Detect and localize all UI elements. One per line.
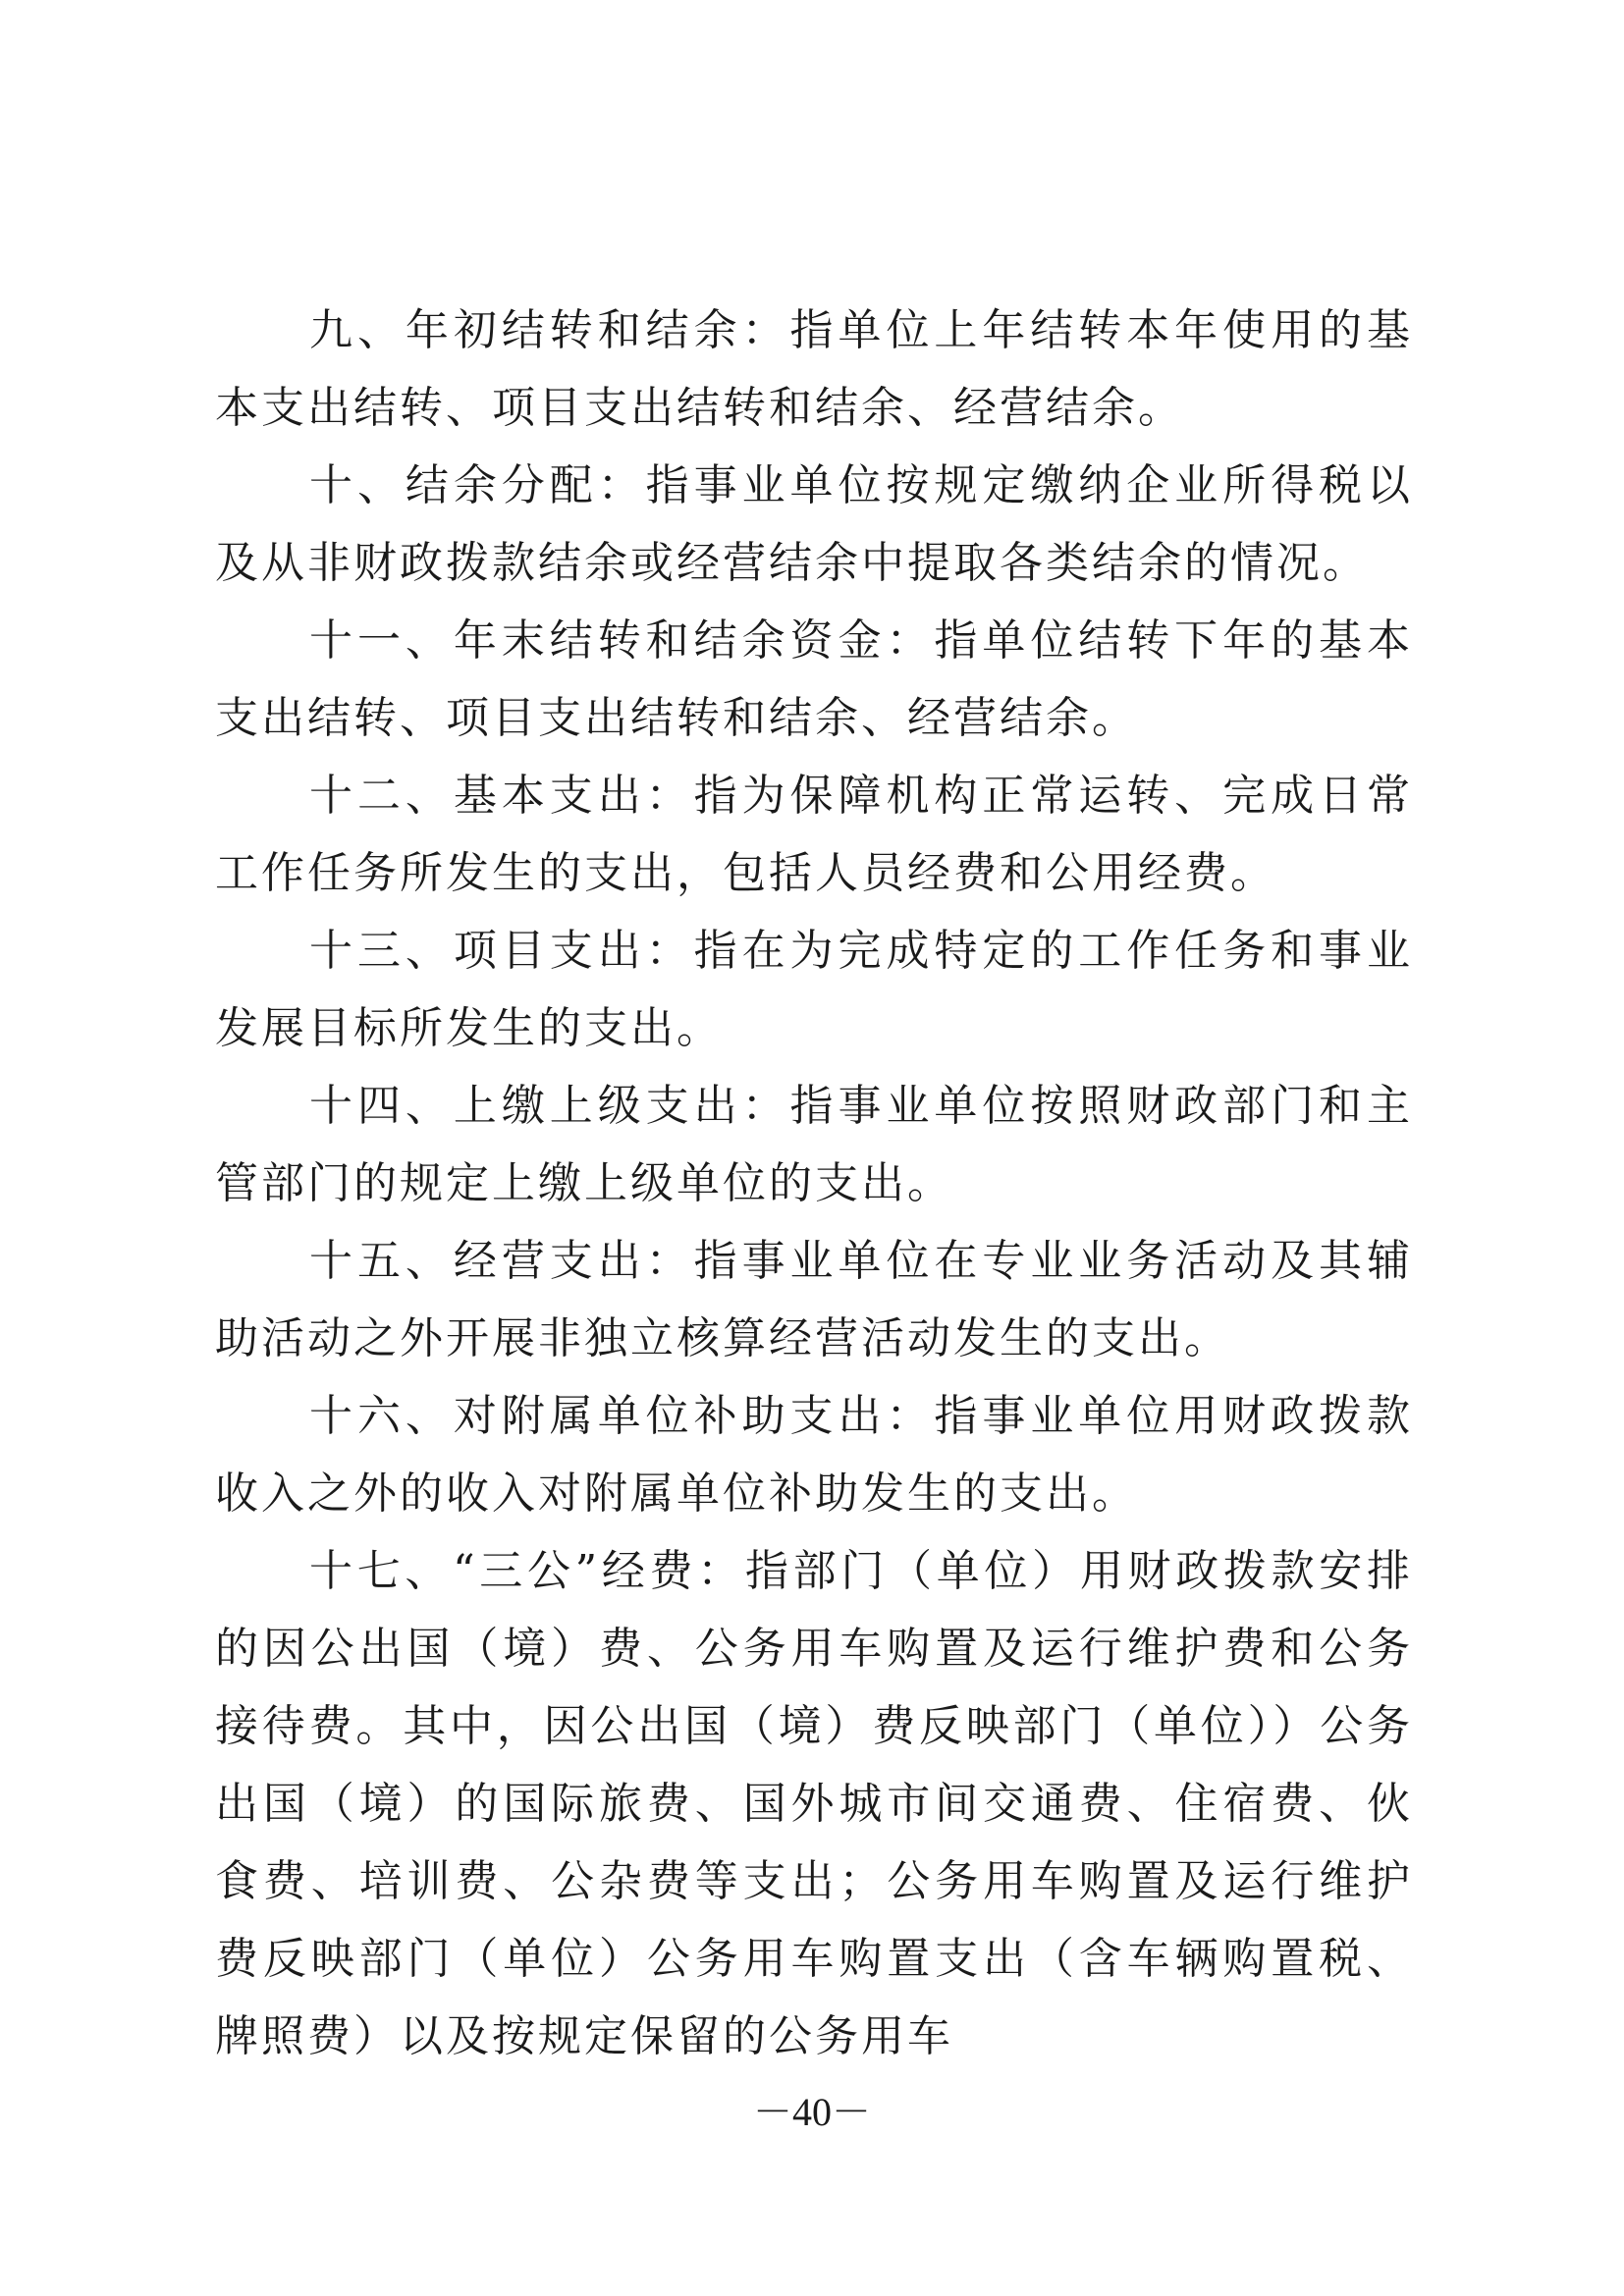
paragraph-11: 十一、年末结转和结余资金：指单位结转下年的基本支出结转、项目支出结转和结余、经营结余。 [215, 615, 1413, 743]
paragraph-13: 十三、项目支出：指在为完成特定的工作任务和事业发展目标所发生的支出。 [215, 926, 1413, 1053]
page-number: －40－ [753, 2090, 871, 2134]
document-body [215, 292, 1413, 2075]
paragraph-10: 十、结余分配：指事业单位按规定缴纳企业所得税以及从非财政拨款结余或经营结余中提取各类结余的情况。 [215, 460, 1413, 588]
paragraph-17: 十七、“三公”经费：指部门（单位）用财政拨款安排的因公出国（境）费、公务用车购置及运行维护费和公务接待费。其中，因公出国（境）费反映部门（单位））公务出国（境）的国际旅费、国外城市间交通费、住宿费、伙食费、培训费、公杂费等支出；公务用车购置及运行维护费反映部门（单位）公务用车购置支出（含车辆购置税、牌照费）以及按规定保留的公务用车 [215, 1546, 1413, 2061]
paragraph-9: 九、年初结转和结余：指单位上年结转本年使用的基本支出结转、项目支出结转和结余、经营结余。 [215, 305, 1413, 433]
paragraph-12: 十二、基本支出：指为保障机构正常运转、完成日常工作任务所发生的支出，包括人员经费和公用经费。 [215, 771, 1413, 898]
paragraph-15: 十五、经营支出：指事业单位在专业业务活动及其辅助活动之外开展非独立核算经营活动发生的支出。 [215, 1236, 1413, 1363]
paragraph-16: 十六、对附属单位补助支出：指事业单位用财政拨款收入之外的收入对附属单位补助发生的支出。 [215, 1391, 1413, 1519]
paragraph-14: 十四、上缴上级支出：指事业单位按照财政部门和主管部门的规定上缴上级单位的支出。 [215, 1081, 1413, 1208]
